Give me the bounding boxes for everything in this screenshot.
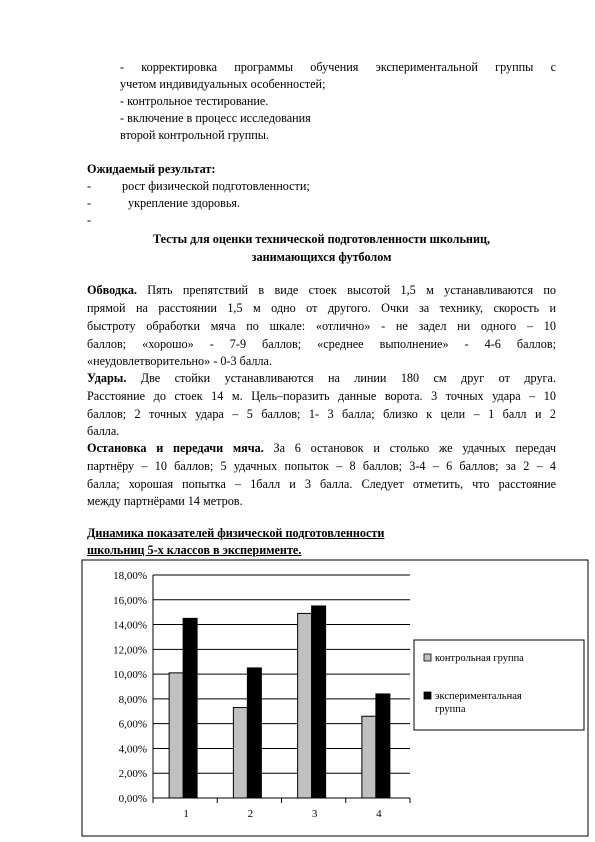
x-tick-label: 2: [247, 808, 254, 820]
expected-dash-2: -: [87, 196, 92, 210]
y-tick-label: 6,00%: [118, 718, 147, 731]
ostanovka-term: Остановка и передачи мяча.: [87, 441, 264, 455]
y-tick-label: 2,00%: [118, 768, 147, 781]
obvodka-line-4: баллов; «хорошо» - 7-9 баллов; «среднее выполнение» - 4-6 баллов;: [87, 337, 556, 351]
udary-text-1: Две стойки устанавливаются на линии 180 см друг от друга.: [126, 371, 556, 385]
udary-term: Удары.: [87, 371, 127, 385]
y-tick-label: 18,00%: [113, 570, 147, 582]
expected-result-title: Ожидаемый результат:: [87, 162, 216, 176]
expected-item-2: укрепление здоровья.: [128, 196, 241, 210]
intro-item-1: - корректировка программы обучения экспериментальной группы с: [120, 60, 556, 74]
y-tick-label: 10,00%: [113, 669, 147, 682]
obvodka-term: Обводка.: [87, 283, 137, 297]
y-tick-label: 16,00%: [113, 594, 147, 607]
y-tick-label: 12,00%: [113, 644, 147, 657]
ostanovka-text-1: За 6 остановок и столько же удачных передач: [263, 441, 556, 455]
bar-control-1: [169, 673, 183, 798]
dynamics-title-line-1: Динамика показателей физической подготовленности: [87, 526, 385, 540]
bar-control-4: [362, 716, 376, 798]
intro-item-3: - включение в процесс исследования: [120, 111, 311, 125]
bar-control-3: [298, 613, 312, 798]
intro-item-2: - контрольное тестирование.: [120, 94, 269, 108]
dynamics-title-line-2: школьниц 5-х классов в эксперименте.: [87, 543, 302, 557]
udary-line-3: баллов; 2 точных удара – 5 баллов; 1- 3 балла; близко к цели – 1 балл и 2: [87, 407, 556, 421]
bar-control-2: [233, 708, 247, 798]
intro-item-1-cont: учетом индивидуальных особенностей;: [120, 77, 326, 91]
obvodka-line-2: прямой на расстоянии 1,5 м одно от другого. Очки за технику, скорость и: [87, 301, 556, 315]
bar-experimental-1: [183, 618, 197, 798]
legend-label: контрольная группа: [435, 653, 524, 664]
ostanovka-line-3: балла; хорошая попытка – 1балл и 3 балла. Следует отметить, что расстояние: [87, 477, 556, 491]
x-tick-label: 4: [376, 808, 382, 820]
bar-experimental-3: [312, 606, 326, 798]
legend-label: экспериментальная: [435, 691, 522, 702]
udary-line-2: Расстояние до стоек 14 м. Цель–поразить данные ворота. 3 точных удара – 10: [87, 389, 556, 403]
legend-swatch: [424, 692, 431, 699]
ostanovka-line-4: между партнёрами 14 метров.: [87, 494, 243, 508]
expected-item-1: рост физической подготовленности;: [122, 179, 310, 193]
legend-label: группа: [435, 704, 466, 715]
tests-title-line-2: занимающихся футболом: [251, 250, 392, 264]
tests-title-line-1: Тесты для оценки технической подготовленности школьниц,: [152, 232, 491, 246]
bar-experimental-4: [376, 694, 390, 798]
obvodka-line-3: быстроту обработки мяча по шкале: «отлично» - не задел ни одного – 10: [87, 319, 556, 333]
expected-dash-1: -: [87, 179, 92, 193]
y-tick-label: 8,00%: [118, 693, 147, 706]
obvodka-line-5: «неудовлетворительно» - 0-3 балла.: [87, 354, 273, 368]
y-tick-label: 4,00%: [118, 743, 147, 756]
bar-experimental-2: [247, 668, 261, 798]
y-tick-label: 14,00%: [113, 619, 147, 632]
y-tick-label: 0,00%: [118, 793, 147, 805]
udary-line-4: балла.: [87, 424, 120, 438]
expected-dash-3: -: [87, 213, 92, 227]
intro-item-3-cont: второй контрольной группы.: [120, 128, 270, 142]
ostanovka-line-2: партнёру – 10 баллов; 5 удачных попыток – 8 баллов; 3-4 – 6 баллов; за 2 – 4: [87, 459, 556, 473]
x-tick-label: 3: [311, 808, 318, 820]
legend-swatch: [424, 654, 431, 661]
obvodka-text-1: Пять препятствий в виде стоек высотой 1,5 м устанавливаются по: [136, 283, 556, 297]
x-tick-label: 1: [183, 808, 189, 820]
